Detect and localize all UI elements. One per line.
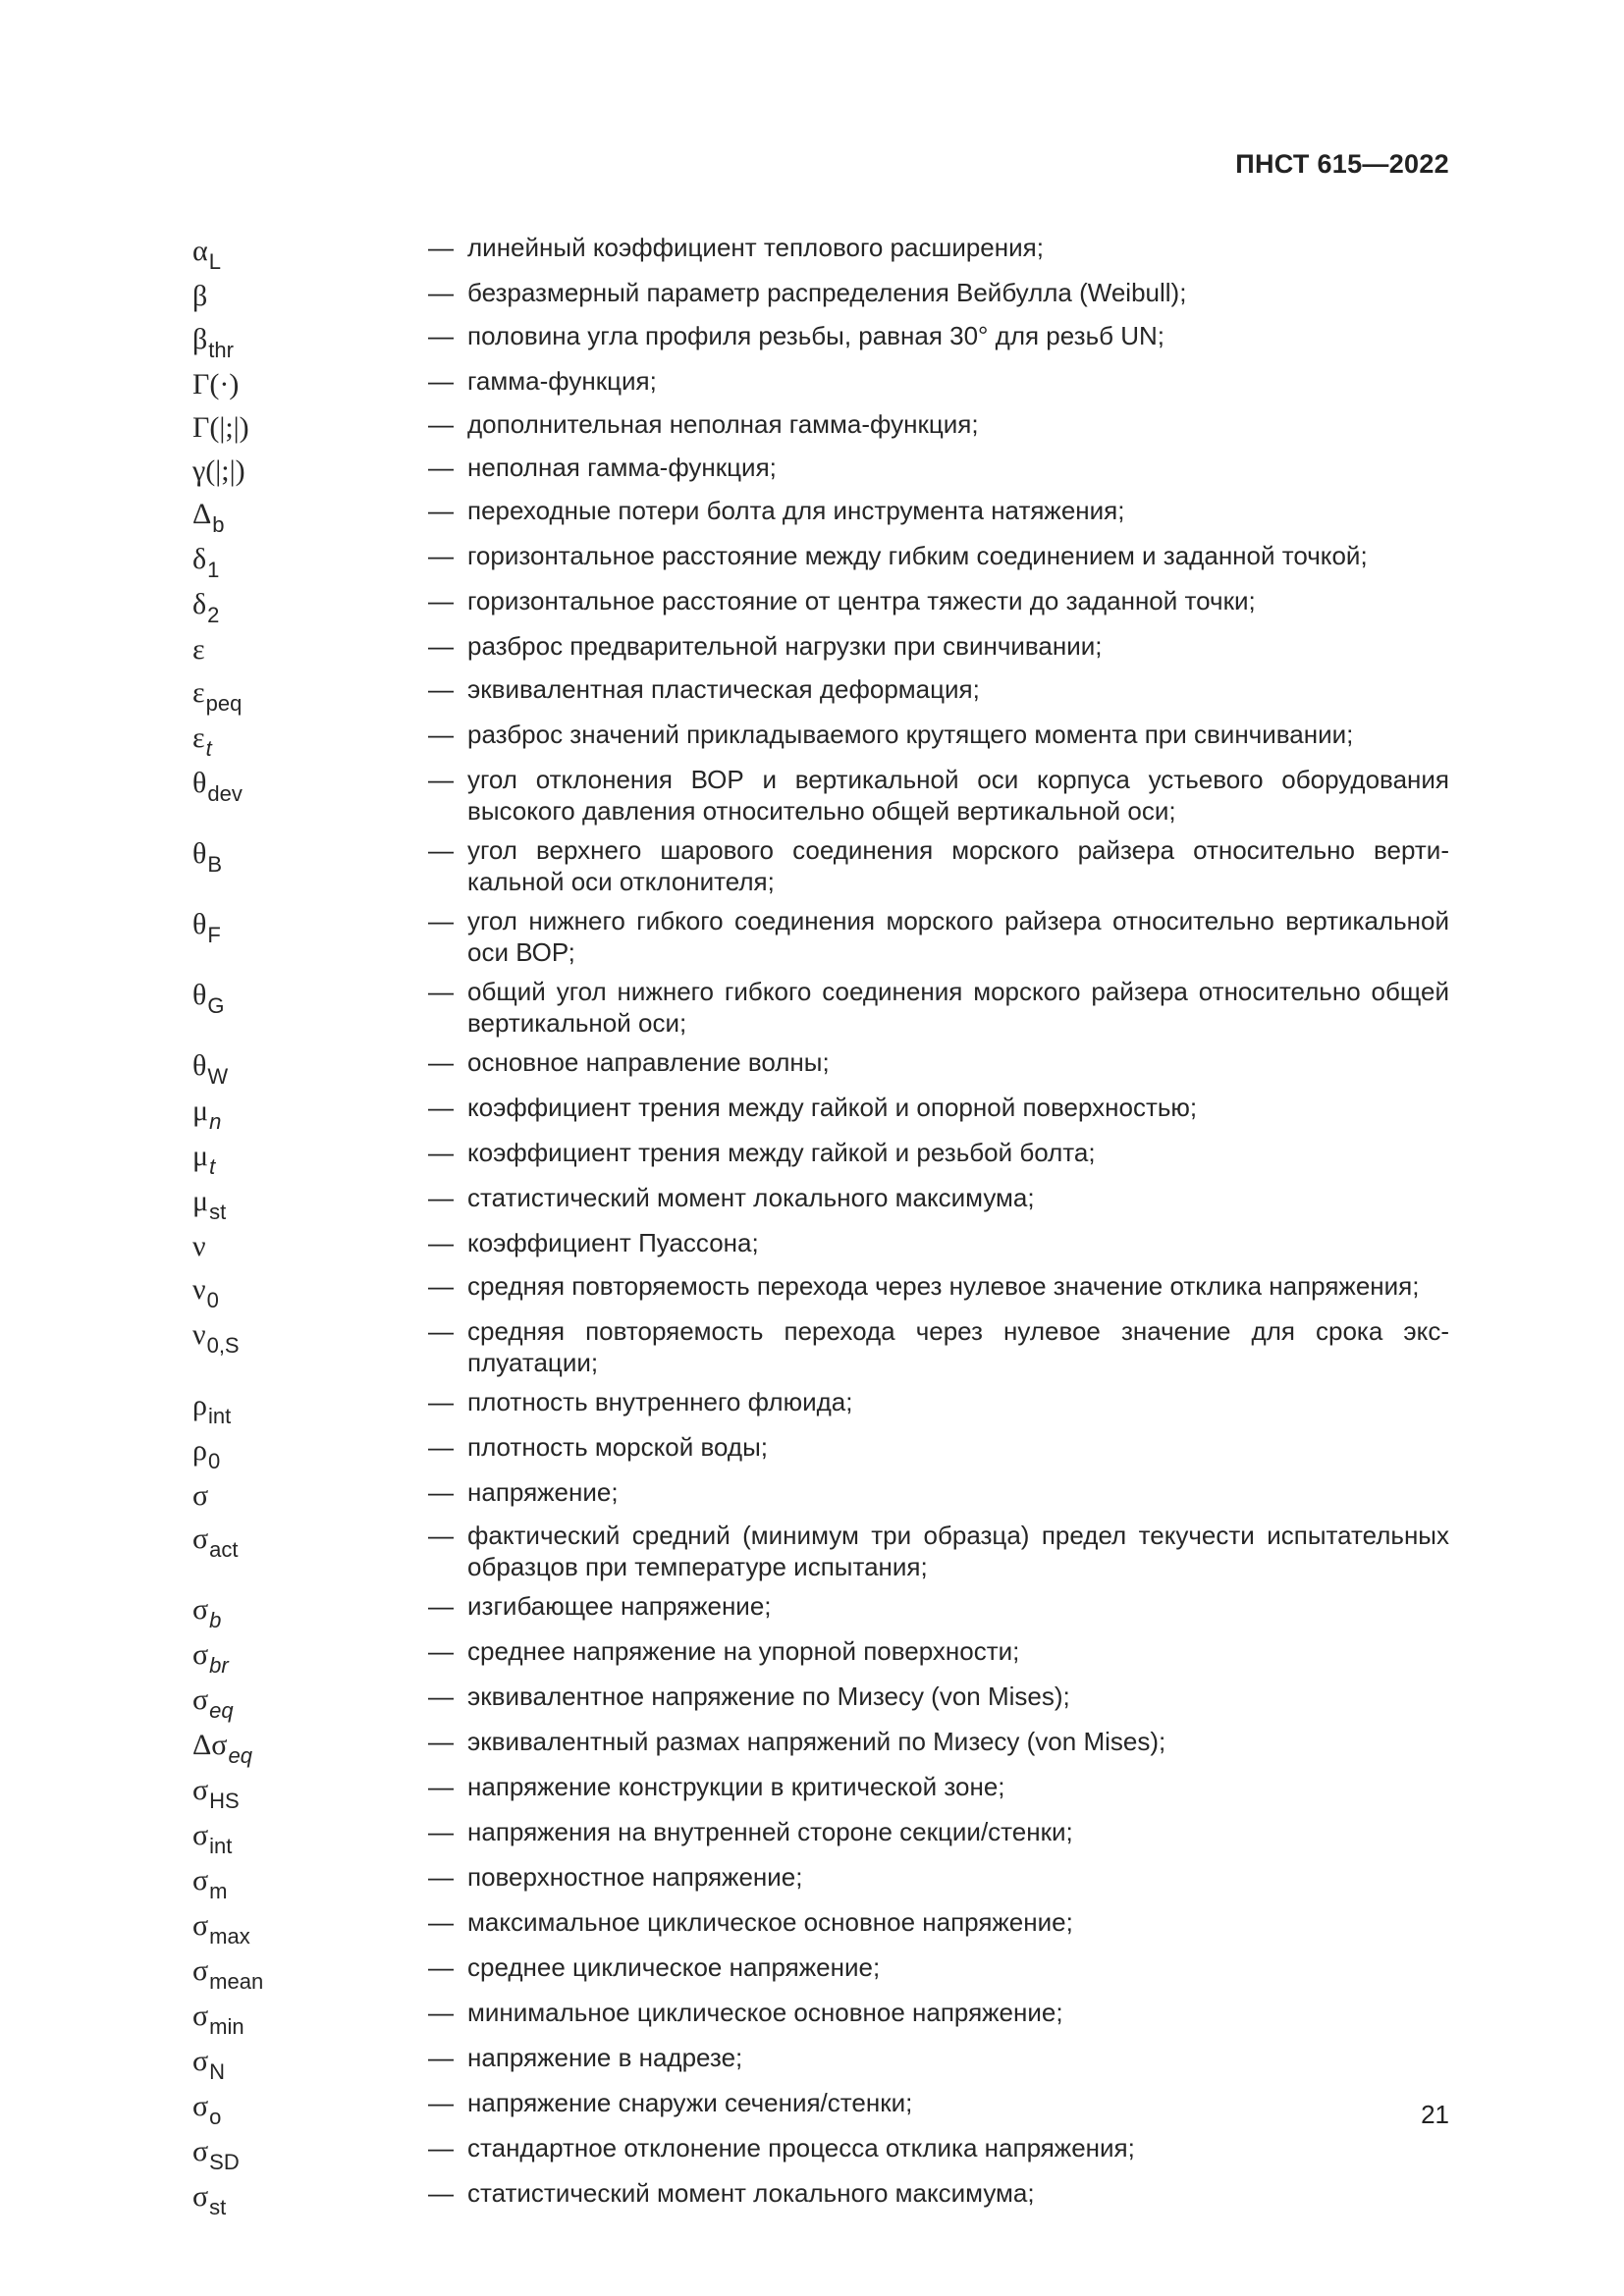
symbol-base: θ [192, 837, 207, 870]
symbol-subscript: SD [209, 2150, 240, 2174]
symbol-base: σ [192, 1593, 209, 1626]
em-dash: — [428, 1477, 454, 1507]
symbol-base: σ [192, 2090, 209, 2122]
symbol-description: поверхностное напряжение; [467, 1862, 803, 1892]
symbol-base: σ [192, 1479, 209, 1512]
symbol-base: ε [192, 676, 205, 709]
em-dash: — [428, 541, 454, 570]
symbol [192, 905, 428, 947]
symbol-row [192, 1520, 1449, 1582]
symbol [192, 540, 428, 582]
em-dash: — [428, 765, 454, 794]
symbol-row [192, 2132, 1449, 2174]
symbol [192, 1997, 428, 2039]
em-dash: — [428, 835, 454, 865]
page-number: 21 [1421, 2100, 1449, 2129]
symbol-subscript: HS [209, 1789, 240, 1813]
em-dash: — [428, 674, 454, 704]
symbol-base: Δ [192, 498, 212, 530]
symbol-description: общий угол нижнего гибкого соединения морского райзера относительно общей вертикальной оси; [467, 977, 1449, 1038]
symbol [192, 1635, 428, 1678]
symbol-description: статистический момент локального максимума; [467, 2178, 1035, 2208]
symbol-row [192, 630, 1449, 666]
symbol [192, 2087, 428, 2129]
symbol-subscript: G [207, 993, 225, 1018]
symbol-description: напряжения на внутренней стороне секции/стенки; [467, 1817, 1073, 1846]
em-dash: — [428, 1316, 454, 1346]
symbol-subscript: 1 [207, 558, 220, 582]
symbol [192, 277, 428, 312]
symbol [192, 834, 428, 877]
symbol-description: безразмерный параметр распределения Вейбулла (Weibull); [467, 278, 1187, 307]
symbol [192, 976, 428, 1018]
symbol-row [192, 1315, 1449, 1378]
symbol-description: плотность морской воды; [467, 1432, 768, 1462]
symbol-row [192, 764, 1449, 827]
symbol [192, 1590, 428, 1632]
symbol-subscript: o [209, 2105, 222, 2129]
symbol-description: дополнительная неполная гамма-функция; [467, 409, 979, 439]
symbol [192, 585, 428, 627]
symbol-row [192, 277, 1449, 312]
em-dash: — [428, 1093, 454, 1122]
em-dash: — [428, 366, 454, 396]
symbol-subscript: st [209, 2195, 227, 2219]
symbol-row [192, 1951, 1449, 1994]
em-dash: — [428, 631, 454, 661]
symbol-row [192, 2042, 1449, 2084]
em-dash: — [428, 2133, 454, 2163]
symbol-row [192, 1861, 1449, 1903]
symbol-base: ρ [192, 1434, 207, 1467]
symbol-row [192, 540, 1449, 582]
symbol-base: δ [192, 543, 207, 575]
symbol-description: линейный коэффициент теплового расширения; [467, 233, 1044, 262]
symbol-description: угол верхнего шарового соединения морского райзера относительно вертикальной оси отклонителя; [467, 835, 1449, 896]
symbol-base: μ [192, 1185, 209, 1217]
em-dash: — [428, 321, 454, 350]
symbol-description: напряжение в надрезе; [467, 2043, 743, 2072]
symbol-base: σ [192, 1954, 209, 1987]
symbol [192, 1816, 428, 1858]
symbol-description: средняя повторяемость перехода через нулевое значение отклика напряжения; [467, 1271, 1420, 1301]
symbol-row [192, 1092, 1449, 1134]
symbol [192, 2042, 428, 2084]
symbol-subscript: br [209, 1653, 229, 1678]
symbol-description: напряжение конструкции в критической зоне; [467, 1772, 1005, 1801]
symbol [192, 1726, 428, 1768]
em-dash: — [428, 586, 454, 615]
symbol [192, 673, 428, 716]
symbol-subscript: t [205, 736, 212, 761]
symbol-row [192, 1816, 1449, 1858]
symbol-description: горизонтальное расстояние между гибким соединением и заданной точкой; [467, 541, 1368, 570]
symbol [192, 1137, 428, 1179]
symbol-description: среднее циклическое напряжение; [467, 1952, 881, 1982]
symbol [192, 1520, 428, 1562]
symbol-base: θ [192, 908, 207, 940]
symbol-subscript: thr [208, 338, 234, 362]
em-dash: — [428, 1682, 454, 1711]
em-dash: — [428, 233, 454, 262]
symbol [192, 495, 428, 537]
symbol-base: α [192, 235, 208, 267]
symbol-row [192, 1476, 1449, 1512]
symbol-row [192, 408, 1449, 444]
symbol-row [192, 1270, 1449, 1312]
symbol [192, 1431, 428, 1473]
symbol-subscript: b [209, 1608, 222, 1632]
symbol-base: Δσ [192, 1729, 228, 1761]
symbol-row [192, 1386, 1449, 1428]
em-dash: — [428, 1907, 454, 1937]
symbol-row [192, 1227, 1449, 1262]
symbol [192, 408, 428, 444]
symbol-subscript: max [209, 1924, 250, 1949]
symbol-base: δ [192, 588, 207, 620]
symbol-row [192, 905, 1449, 968]
document-id-header: ПНСТ 615—2022 [1235, 149, 1449, 179]
symbol [192, 452, 428, 487]
symbol-base: σ [192, 1819, 209, 1851]
symbol [192, 1476, 428, 1512]
em-dash: — [428, 453, 454, 482]
symbol-subscript: m [209, 1879, 228, 1903]
symbol-row [192, 673, 1449, 716]
symbol [192, 2132, 428, 2174]
symbol-description: среднее напряжение на упорной поверхности; [467, 1636, 1020, 1666]
symbol [192, 1046, 428, 1089]
symbol-description: половина угла профиля резьбы, равная 30° для резьб UN; [467, 321, 1165, 350]
em-dash: — [428, 1952, 454, 1982]
symbol [192, 1906, 428, 1949]
symbol-description: разброс значений прикладываемого крутящего момента при свинчивании; [467, 720, 1354, 749]
symbol [192, 1270, 428, 1312]
symbol-row [192, 1431, 1449, 1473]
symbol-description: изгибающее напряжение; [467, 1591, 772, 1621]
symbol-subscript: 2 [207, 603, 220, 627]
symbol-subscript: peq [205, 691, 243, 716]
em-dash: — [428, 1047, 454, 1077]
symbol-base: β [192, 280, 208, 312]
symbol-description: напряжение снаружи сечения/стенки; [467, 2088, 913, 2117]
symbol-base: ε [192, 633, 205, 666]
symbol-subscript: eq [228, 1743, 252, 1768]
symbol-description: статистический момент локального максимума; [467, 1183, 1035, 1212]
symbol-description: коэффициент трения между гайкой и резьбой болта; [467, 1138, 1096, 1167]
symbol-subscript: b [212, 512, 225, 537]
symbol [192, 1771, 428, 1813]
symbol [192, 1386, 428, 1428]
em-dash: — [428, 1138, 454, 1167]
em-dash: — [428, 1727, 454, 1756]
symbol-description: эквивалентная пластическая деформация; [467, 674, 980, 704]
symbol-base: β [192, 323, 208, 355]
symbol-base: ν [192, 1273, 206, 1306]
symbol-subscript: L [208, 249, 221, 274]
symbol-base: σ [192, 2180, 209, 2213]
symbol-description: угол отклонения ВОР и вертикальной оси корпуса устьевого оборудования высокого давления относительно общей вертикальной оси; [467, 765, 1449, 826]
em-dash: — [428, 1387, 454, 1416]
symbol-description: плотность внутреннего флюида; [467, 1387, 853, 1416]
symbol-row [192, 1681, 1449, 1723]
symbol-row [192, 1771, 1449, 1813]
symbol [192, 1227, 428, 1262]
symbol-subscript: 0 [206, 1288, 219, 1312]
symbol [192, 232, 428, 274]
em-dash: — [428, 1432, 454, 1462]
symbol-row [192, 1590, 1449, 1632]
em-dash: — [428, 1817, 454, 1846]
symbol-base: σ [192, 1909, 209, 1942]
symbol-description: основное направление волны; [467, 1047, 830, 1077]
symbol-description: разброс предварительной нагрузки при свинчивании; [467, 631, 1103, 661]
symbol-row [192, 1997, 1449, 2039]
symbol-subscript: 0 [207, 1449, 221, 1473]
symbol-subscript: int [207, 1404, 232, 1428]
symbol-description: угол нижнего гибкого соединения морского райзера относительно вертикальной оси ВОР; [467, 906, 1449, 967]
symbol [192, 1315, 428, 1358]
symbol-base: σ [192, 1683, 209, 1716]
symbol-row [192, 320, 1449, 362]
em-dash: — [428, 1271, 454, 1301]
symbol-description: стандартное отклонение процесса отклика напряжения; [467, 2133, 1135, 2163]
symbol-row [192, 1906, 1449, 1949]
em-dash: — [428, 1521, 454, 1550]
symbol-base: μ [192, 1095, 209, 1127]
em-dash: — [428, 977, 454, 1006]
symbol [192, 2177, 428, 2219]
symbol [192, 719, 428, 761]
symbol-base: μ [192, 1140, 209, 1172]
symbol-base: σ [192, 1522, 209, 1555]
symbol-base: γ(|;|) [192, 454, 245, 487]
symbol-subscript: act [209, 1537, 239, 1562]
symbol-row [192, 719, 1449, 761]
em-dash: — [428, 1998, 454, 2027]
em-dash: — [428, 1228, 454, 1257]
symbol-description: фактический средний (минимум три образца) предел текучести испытательных образцов при температуре испытания; [467, 1521, 1449, 1581]
symbol-base: ρ [192, 1389, 207, 1421]
em-dash: — [428, 720, 454, 749]
symbol-row [192, 585, 1449, 627]
symbol [192, 1951, 428, 1994]
symbol-row [192, 834, 1449, 897]
em-dash: — [428, 2043, 454, 2072]
symbol-base: σ [192, 1774, 209, 1806]
em-dash: — [428, 1862, 454, 1892]
symbol-description: неполная гамма-функция; [467, 453, 777, 482]
symbol-base: ν [192, 1318, 206, 1351]
symbol-base: σ [192, 1638, 209, 1671]
symbol-row [192, 1137, 1449, 1179]
symbol-base: Γ(·) [192, 368, 240, 400]
symbol-description: переходные потери болта для инструмента натяжения; [467, 496, 1125, 525]
symbol-subscript: st [209, 1200, 227, 1224]
symbol [192, 1681, 428, 1723]
em-dash: — [428, 1591, 454, 1621]
symbol-base: θ [192, 979, 207, 1011]
symbol-subscript: min [209, 2014, 244, 2039]
symbol-row [192, 1726, 1449, 1768]
em-dash: — [428, 1183, 454, 1212]
symbol-subscript: dev [207, 781, 243, 806]
symbol-base: ε [192, 721, 205, 754]
symbol [192, 1182, 428, 1224]
symbol-row [192, 495, 1449, 537]
symbol-subscript: N [209, 2059, 226, 2084]
symbol [192, 764, 428, 806]
symbol-description: эквивалентный размах напряжений по Мизесу (von Mises); [467, 1727, 1166, 1756]
symbol-subscript: B [207, 852, 223, 877]
symbol-base: θ [192, 1049, 207, 1082]
symbol-description: горизонтальное расстояние от центра тяжести до заданной точки; [467, 586, 1256, 615]
symbol-subscript: int [209, 1834, 233, 1858]
em-dash: — [428, 1772, 454, 1801]
em-dash: — [428, 906, 454, 935]
symbol-row [192, 2087, 1449, 2129]
symbol-row [192, 365, 1449, 400]
symbol-row [192, 232, 1449, 274]
symbol-base: σ [192, 1864, 209, 1896]
symbol-description: коэффициент трения между гайкой и опорной поверхностью; [467, 1093, 1198, 1122]
symbol [192, 320, 428, 362]
symbol-base: θ [192, 767, 207, 799]
symbol-row [192, 1182, 1449, 1224]
symbol-row [192, 1635, 1449, 1678]
em-dash: — [428, 2178, 454, 2208]
symbol-subscript: t [209, 1154, 216, 1179]
symbol [192, 1092, 428, 1134]
em-dash: — [428, 278, 454, 307]
symbol-description: коэффициент Пуассона; [467, 1228, 759, 1257]
em-dash: — [428, 2088, 454, 2117]
symbol-description: эквивалентное напряжение по Мизесу (von Mises); [467, 1682, 1070, 1711]
symbol-base: σ [192, 2000, 209, 2032]
symbol-description: гамма-функция; [467, 366, 657, 396]
em-dash: — [428, 409, 454, 439]
symbol-subscript: 0,S [206, 1333, 240, 1358]
symbol-row [192, 452, 1449, 487]
symbol-definition-list [192, 232, 1449, 2222]
symbol [192, 1861, 428, 1903]
symbol-subscript: mean [209, 1969, 264, 1994]
symbol-base: σ [192, 2045, 209, 2077]
symbol-subscript: W [207, 1064, 229, 1089]
symbol-base: σ [192, 2135, 209, 2167]
symbol [192, 365, 428, 400]
symbol-base: ν [192, 1230, 206, 1262]
symbol-row [192, 976, 1449, 1039]
symbol-subscript: n [209, 1109, 222, 1134]
symbol-base: Γ(|;|) [192, 411, 249, 444]
symbol-description: максимальное циклическое основное напряжение; [467, 1907, 1073, 1937]
symbol [192, 630, 428, 666]
symbol-row [192, 2177, 1449, 2219]
symbol-row [192, 1046, 1449, 1089]
em-dash: — [428, 1636, 454, 1666]
symbol-description: напряжение; [467, 1477, 619, 1507]
symbol-description: средняя повторяемость перехода через нулевое значение для срока эксплуатации; [467, 1316, 1449, 1377]
symbol-subscript: eq [209, 1698, 234, 1723]
em-dash: — [428, 496, 454, 525]
symbol-description: минимальное циклическое основное напряжение; [467, 1998, 1063, 2027]
symbol-subscript: F [207, 923, 221, 947]
